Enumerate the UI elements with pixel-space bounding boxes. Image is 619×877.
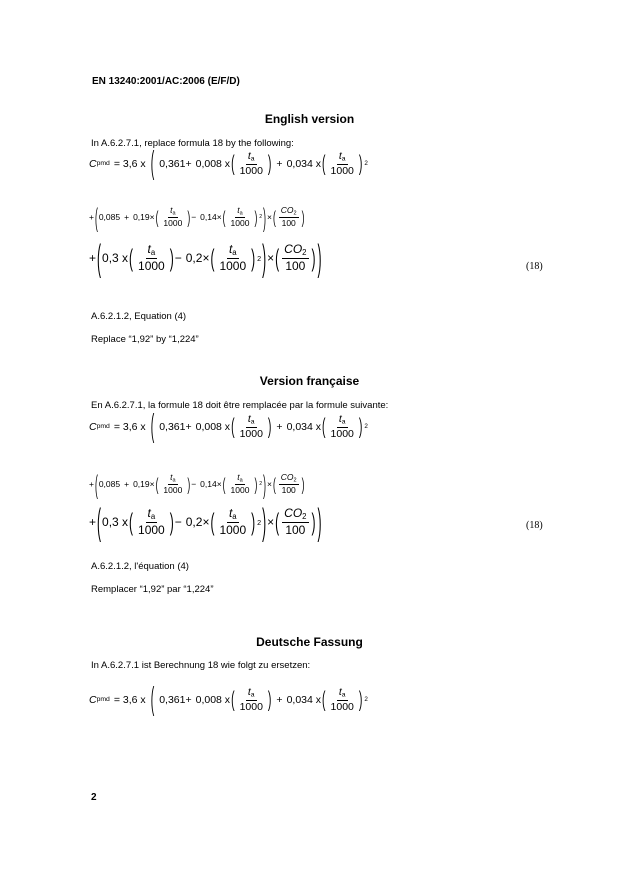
intro-german: In A.6.2.7.1 ist Berechnung 18 wie folgt zu ersetzen: (91, 660, 311, 671)
ref-french: A.6.2.1.2, l'équation (4) (91, 561, 189, 572)
formula-line2-french: + ( 0,085 + 0,19 × ( $\frac{t_a}{1000}$ ) − 0,14 × ( $\frac{t_a}{1000}$ ) 2 ) × ( $\frac{CO_2}{100}$ ) (89, 468, 305, 500)
formula-line1-english: C pmd = 3,6 x ( 0,361 + 0,008 x ( $\frac{t_a}{1000}$ ) + 0,034 x ( $\frac{t_a}{1000}$ ) 2 (89, 144, 368, 183)
document-header: EN 13240:2001/AC:2006 (E/F/D) (92, 76, 240, 87)
equation-number-english: (18) (526, 261, 543, 272)
formula-line1-german: C pmd = 3,6 x ( 0,361 + 0,008 x ( $\frac{t_a}{1000}$ ) + 0,034 x ( $\frac{t_a}{1000}$ ) 2 (89, 680, 368, 719)
replace-french: Remplacer “1,92” par “1,224” (91, 584, 214, 595)
intro-french: En A.6.2.7.1, la formule 18 doit être remplacée par la formule suivante: (91, 400, 389, 411)
formula-line1-french: C pmd = 3,6 x ( 0,361 + 0,008 x ( $\frac{t_a}{1000}$ ) + 0,034 x ( $\frac{t_a}{1000}$ ) 2 (89, 407, 368, 446)
replace-english: Replace “1,92” by “1,224” (91, 334, 199, 345)
ref-english: A.6.2.1.2, Equation (4) (91, 311, 187, 322)
formula-line3-french: + ( 0,3 x ( $\frac{t_a}{1000}$ ) − 0,2 × ( $\frac{t_a}{1000}$ ) 2 ) × ( $\frac{CO_2}{100}$ ) ) (89, 500, 322, 544)
section-title-german: Deutsche Fassung (256, 635, 363, 649)
formula-line3-english: + ( 0,3 x ( $\frac{t_a}{1000}$ ) − 0,2 × ( $\frac{t_a}{1000}$ ) 2 ) × ( $\frac{CO_2}{100}$ ) ) (89, 236, 322, 280)
formula-line2-english: + ( 0,085 + 0,19 × ( $\frac{t_a}{1000}$ ) − 0,14 × ( $\frac{t_a}{1000}$ ) 2 ) × ( $\frac{CO_2}{100}$ ) (89, 201, 305, 233)
page-number: 2 (91, 792, 97, 803)
equation-number-french: (18) (526, 520, 543, 531)
section-title-french: Version française (259, 374, 360, 388)
intro-english: In A.6.2.7.1, replace formula 18 by the following: (91, 138, 294, 149)
section-title-english: English version (264, 112, 355, 126)
